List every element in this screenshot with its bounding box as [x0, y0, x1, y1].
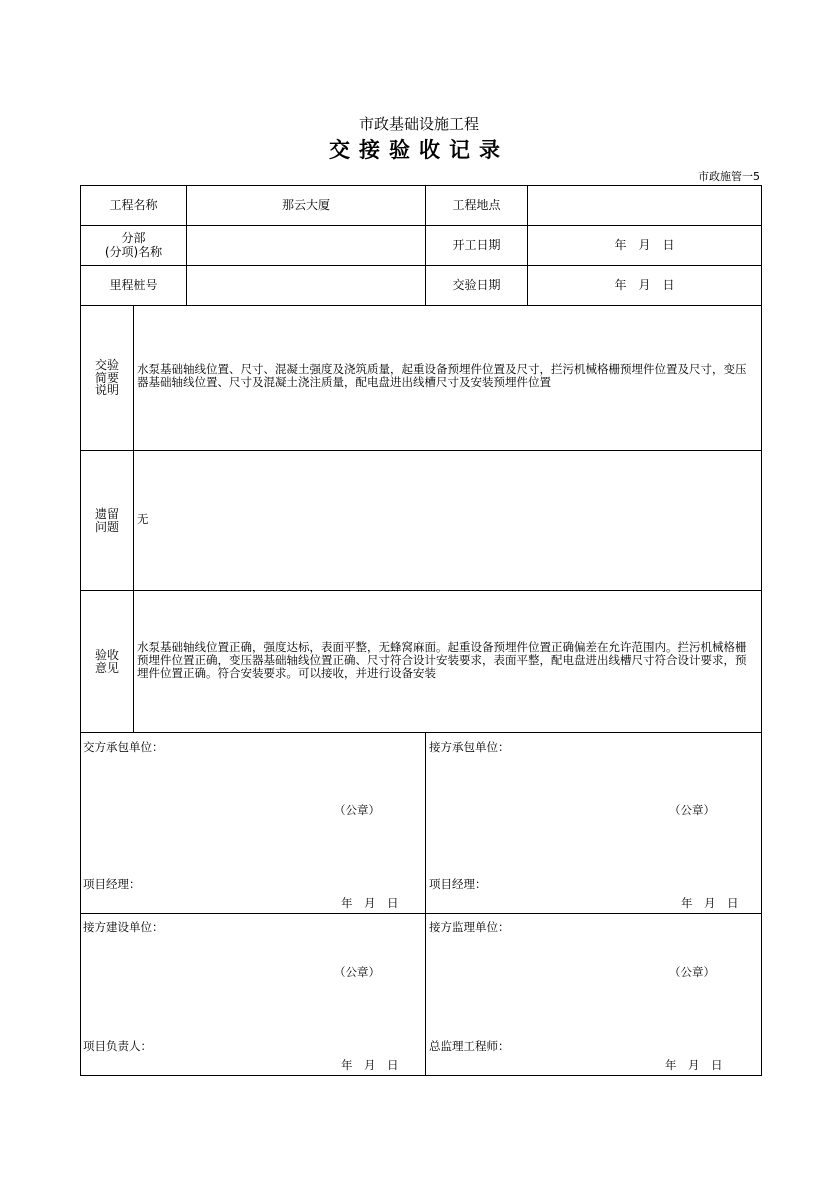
- chief-supervisor-label: 总监理工程师：: [429, 1039, 510, 1053]
- receiver-contractor-seal: （公章）: [669, 803, 715, 817]
- subitem-label: [81, 226, 186, 265]
- mileage-value: [187, 266, 425, 305]
- document-title: 交接验收记录: [329, 138, 509, 162]
- explanation-label: [81, 306, 133, 450]
- handover-date: 年 月 日: [341, 896, 399, 910]
- builder-date: 年 月 日: [341, 1058, 399, 1072]
- explanation-label-line3: 说明: [94, 383, 119, 398]
- document-subtitle: 市政基础设施工程: [358, 115, 479, 133]
- receiver-date: 年 月 日: [681, 896, 739, 910]
- subitem-label-line2: (分项)名称: [104, 244, 163, 259]
- mileage-label: 里程桩号: [109, 277, 158, 292]
- handover-project-manager-label: 项目经理：: [83, 877, 141, 891]
- handover-date-label: 交验日期: [452, 277, 501, 292]
- subitem-value: [187, 226, 425, 265]
- remaining-label-line1: 遗留: [94, 506, 119, 521]
- project-name-label: 工程名称: [109, 197, 158, 212]
- opinion-label-line2: 意见: [94, 660, 119, 675]
- receiver-contractor-label: 接方承包单位：: [429, 740, 510, 754]
- receiver-builder-seal: （公章）: [334, 965, 380, 979]
- opinion-label-line1: 验收: [94, 647, 119, 662]
- handover-contractor-seal: （公章）: [334, 803, 380, 817]
- explanation-text: 水泵基础轴线位置、尺寸、混凝土强度及浇筑质量，起重设备预埋件位置及尺寸，拦污机械格栅预埋件位置及尺寸，变压器基础轴线位置、尺寸及混凝土浇注质量，配电盘进出线槽尺寸及安装预埋件位置: [137, 362, 747, 389]
- opinion-text: 水泵基础轴线位置正确，强度达标，表面平整，无蜂窝麻面。起重设备预埋件位置正确偏差在允许范围内。拦污机械格栅预埋件位置正确，变压器基础轴线位置正确、尺寸符合设计安装要求，表面平整，配电盘进出线槽尺寸符合设计要求，预埋件位置正确。符合安装要求。可以接收，并进行设备安装: [137, 640, 747, 680]
- start-date-value: 年 月 日: [614, 237, 675, 252]
- project-leader-label: 项目负责人：: [83, 1039, 152, 1053]
- handover-date-value: 年 月 日: [614, 277, 675, 292]
- project-location-label: 工程地点: [452, 197, 501, 212]
- form-number: 市政施管一5: [698, 170, 760, 183]
- remaining-issues-text: 无: [137, 512, 149, 526]
- project-name-value: 那云大厦: [281, 197, 330, 212]
- opinion-label: [81, 591, 133, 732]
- supervisor-date: 年 月 日: [665, 1058, 723, 1072]
- handover-contractor-label: 交方承包单位：: [83, 740, 164, 754]
- remaining-issues-label: [81, 451, 133, 590]
- explanation-label-line2: 简要: [94, 370, 119, 385]
- receiver-project-manager-label: 项目经理：: [429, 877, 487, 891]
- project-location-value: [528, 186, 761, 225]
- receiver-supervisor-label: 接方监理单位：: [429, 920, 510, 934]
- remaining-label-line2: 问题: [94, 519, 119, 534]
- explanation-label-line1: 交验: [94, 358, 119, 373]
- subitem-label-line1: 分部: [121, 231, 146, 246]
- receiver-builder-label: 接方建设单位：: [83, 920, 164, 934]
- receiver-supervisor-seal: （公章）: [669, 965, 715, 979]
- start-date-label: 开工日期: [452, 237, 501, 252]
